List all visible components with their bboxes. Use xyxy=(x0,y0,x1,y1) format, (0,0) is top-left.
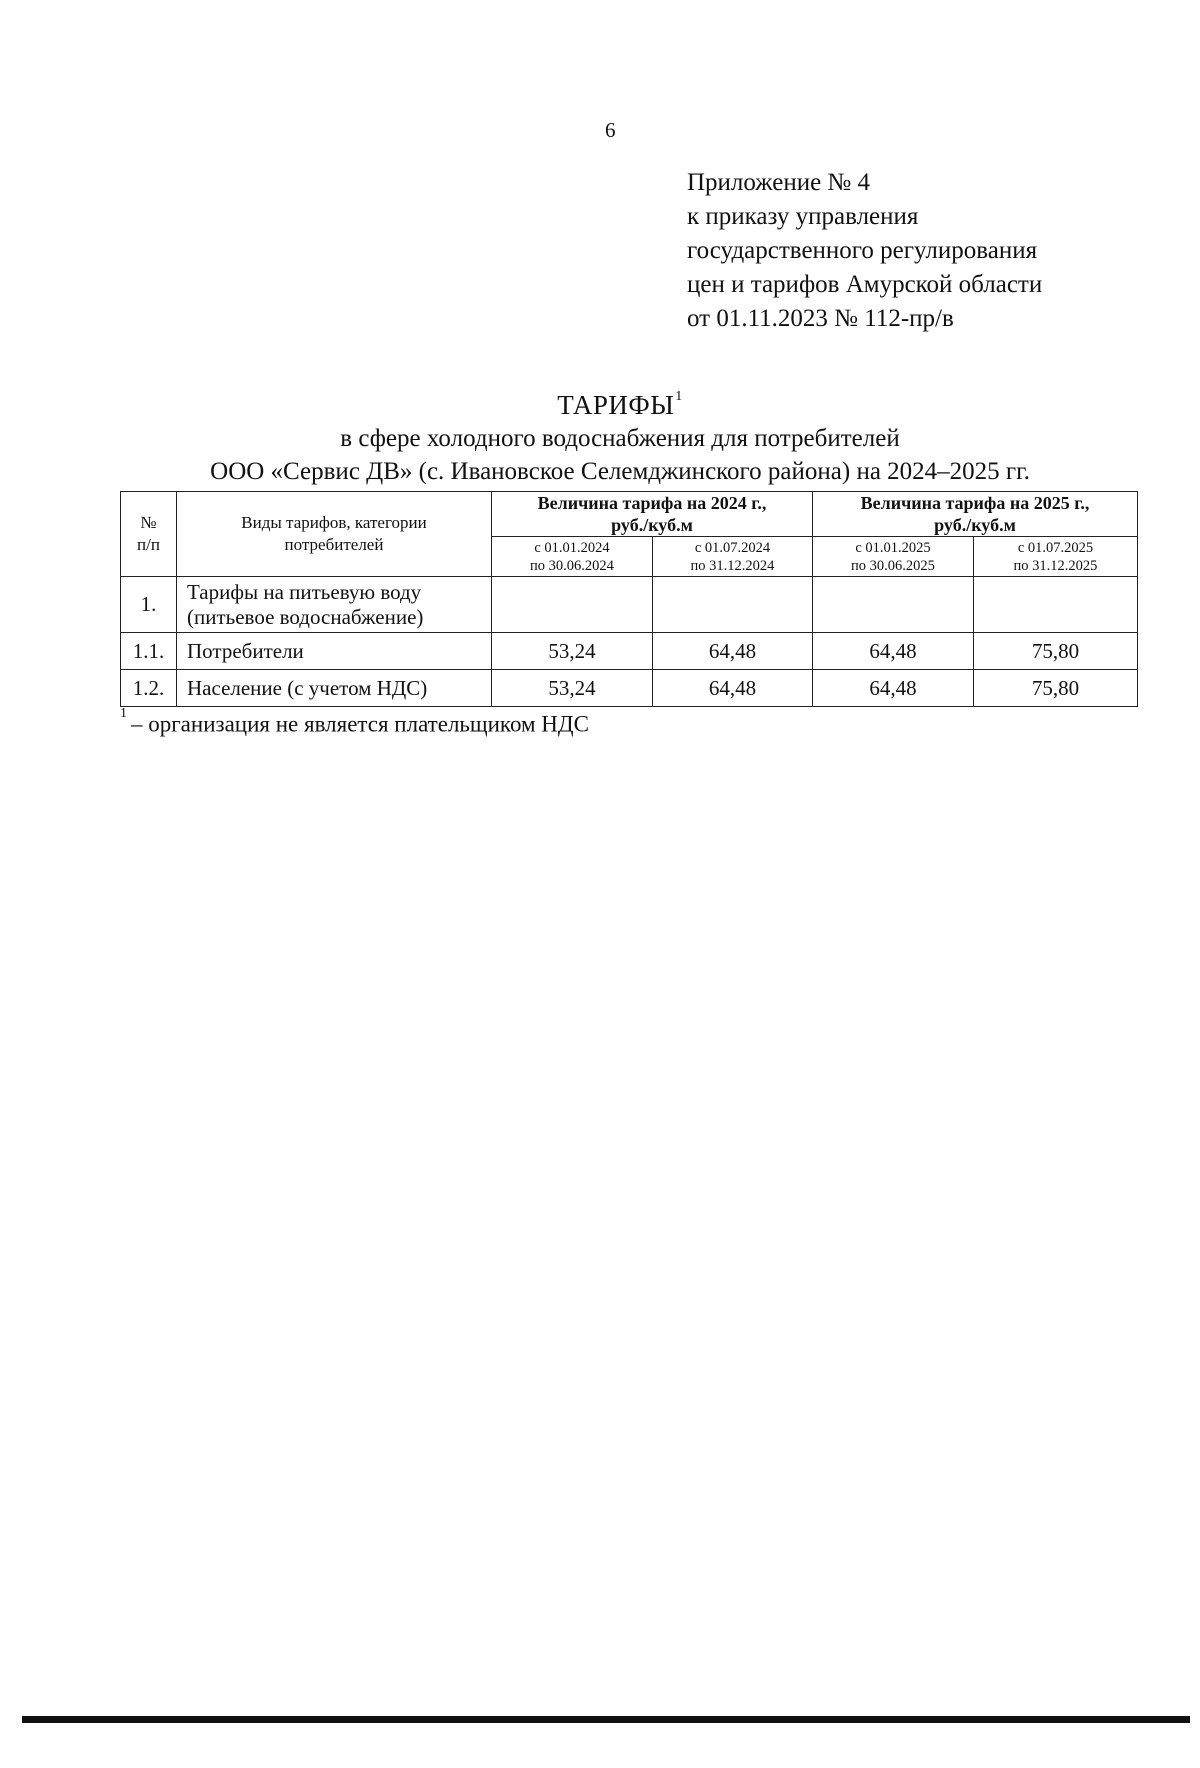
tariff-value xyxy=(974,577,1138,633)
appendix-line: цен и тарифов Амурской области xyxy=(687,271,1043,298)
table-row xyxy=(121,577,1138,633)
period-to: по 30.06.2025 xyxy=(851,557,935,574)
row-number: 1.2. xyxy=(121,670,177,707)
tariff-value: 64,48 xyxy=(653,670,813,707)
period-header xyxy=(653,537,813,577)
period-header xyxy=(974,537,1138,577)
title-footnote-mark: 1 xyxy=(675,389,683,404)
header-text: руб./куб.м xyxy=(934,515,1016,535)
document-subtitle-line: в сфере холодного водоснабжения для потребителей xyxy=(340,425,900,452)
row-name-line: Население (с учетом НДС) xyxy=(187,675,428,700)
bottom-rule xyxy=(22,1716,1190,1723)
document-subtitle-line: ООО «Сервис ДВ» (с. Ивановское Селемджинского района) на 2024–2025 гг. xyxy=(210,458,1030,485)
header-text: Величина тарифа на 2025 г., xyxy=(860,493,1090,513)
group-header-2025 xyxy=(813,492,1138,537)
period-to: по 30.06.2024 xyxy=(530,557,614,574)
header-text: Величина тарифа на 2024 г., xyxy=(537,493,767,513)
period-header xyxy=(492,537,653,577)
document-title xyxy=(0,380,1200,422)
row-name-line: Потребители xyxy=(187,638,304,663)
tariff-value: 75,80 xyxy=(974,670,1138,707)
table-row xyxy=(121,670,1138,707)
period-from: с 01.01.2025 xyxy=(855,539,931,556)
period-from: с 01.01.2024 xyxy=(534,539,610,556)
tariff-table xyxy=(120,491,1138,707)
page-number: 6 xyxy=(605,118,616,142)
header-text: № xyxy=(140,513,157,532)
tariff-value: 53,24 xyxy=(492,633,653,670)
appendix-line: Приложение № 4 xyxy=(687,169,871,196)
tariff-value: 64,48 xyxy=(813,670,974,707)
period-header xyxy=(813,537,974,577)
period-from: с 01.07.2024 xyxy=(694,539,771,556)
tariff-value: 64,48 xyxy=(813,633,974,670)
row-name xyxy=(177,670,492,707)
row-name-line: (питьевое водоснабжение) xyxy=(187,604,424,629)
appendix-line: государственного регулирования xyxy=(687,237,1038,264)
appendix-line: к приказу управления xyxy=(687,203,919,230)
tariff-value xyxy=(492,577,653,633)
col-name-header xyxy=(177,492,492,577)
footnote xyxy=(120,706,589,739)
period-to: по 31.12.2025 xyxy=(1013,557,1098,574)
col-num-header xyxy=(121,492,177,577)
tariff-value: 53,24 xyxy=(492,670,653,707)
table-row xyxy=(121,633,1138,670)
title-text: ТАРИФЫ xyxy=(557,390,675,420)
appendix-line: от 01.11.2023 № 112-пр/в xyxy=(687,305,954,332)
row-name-line: Тарифы на питьевую воду xyxy=(187,579,422,604)
footnote-text: – организация не является плательщиком НДС xyxy=(131,711,589,737)
appendix-block xyxy=(687,166,1042,336)
row-number: 1. xyxy=(121,577,177,633)
header-text: п/п xyxy=(137,535,160,554)
row-name xyxy=(177,577,492,633)
row-name xyxy=(177,633,492,670)
row-number: 1.1. xyxy=(121,633,177,670)
header-text: руб./куб.м xyxy=(611,515,693,535)
header-text: потребителей xyxy=(284,535,384,554)
header-text: Виды тарифов, категории xyxy=(241,513,427,532)
period-to: по 31.12.2024 xyxy=(690,557,775,574)
tariff-value xyxy=(653,577,813,633)
tariff-value xyxy=(813,577,974,633)
group-header-2024 xyxy=(492,492,813,537)
tariff-value: 64,48 xyxy=(653,633,813,670)
period-from: с 01.07.2025 xyxy=(1017,539,1094,556)
heading-block xyxy=(0,380,1200,488)
footnote-mark: 1 xyxy=(120,706,127,721)
tariff-value: 75,80 xyxy=(974,633,1138,670)
